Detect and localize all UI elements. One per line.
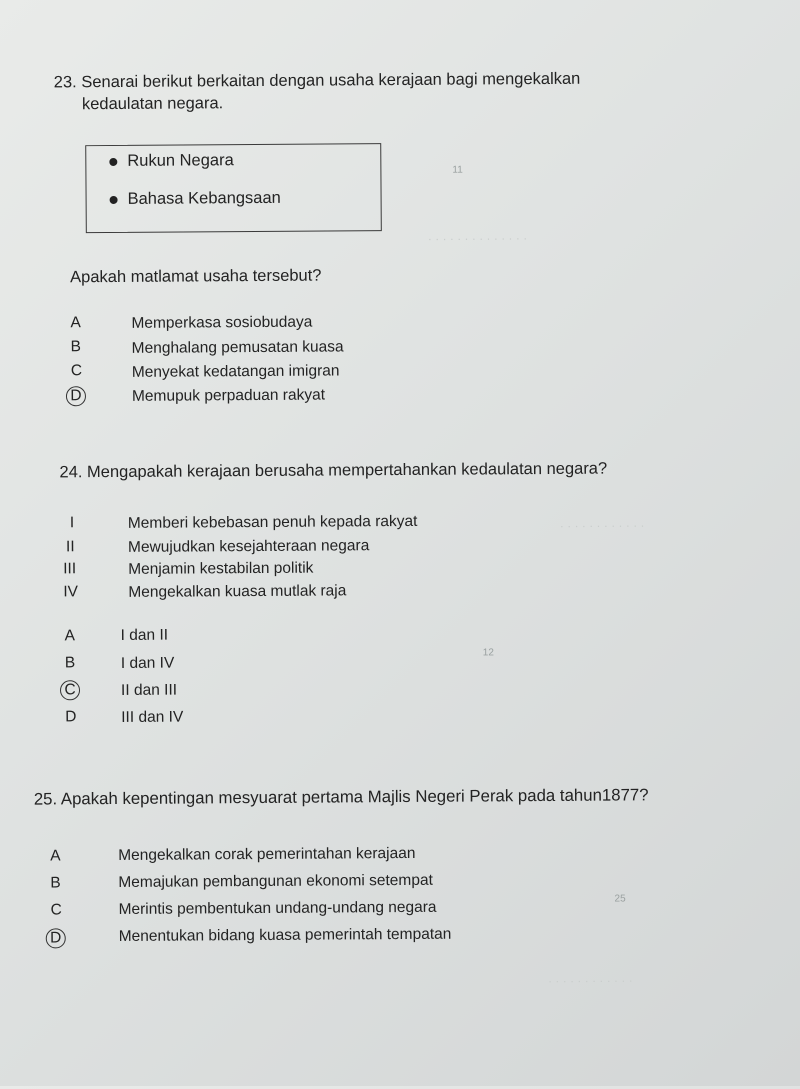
q25-option-letter[interactable]: A xyxy=(50,847,61,865)
q24-stem: 24. Mengapakah kerajaan berusaha mempertahankan kedaulatan negara? xyxy=(59,459,608,482)
q25-option-letter[interactable]: C xyxy=(50,901,62,919)
q24-option-text[interactable]: I dan II xyxy=(120,626,169,644)
q23-option-text[interactable]: Menghalang pemusatan kuasa xyxy=(131,338,344,357)
q24-option-text[interactable]: I dan IV xyxy=(120,654,175,672)
q24-statement-numeral: IV xyxy=(63,583,79,601)
bleed-through-text: · · · · · · · · · · · · xyxy=(559,518,645,533)
q25-option-text[interactable]: Menentukan bidang kuasa pemerintah tempatan xyxy=(118,925,452,945)
q23-question: Apakah matlamat usaha tersebut? xyxy=(70,266,322,287)
q24-statement-text: Memberi kebebasan penuh kepada rakyat xyxy=(127,512,418,532)
q24-statement-text: Mewujudkan kesejahteraan negara xyxy=(127,537,370,556)
q23-box-item: Bahasa Kebangsaan xyxy=(127,188,281,208)
bleed-through-text: · · · · · · · · · · · · xyxy=(548,973,633,988)
margin-mark: 12 xyxy=(482,647,494,659)
q24-option-text[interactable]: III dan IV xyxy=(121,708,184,726)
q23-option-letter[interactable]: A xyxy=(70,314,81,332)
q24-statement-numeral: III xyxy=(63,560,77,578)
bullet-icon xyxy=(110,196,118,204)
q24-option-letter[interactable]: B xyxy=(64,654,76,672)
margin-mark: 11 xyxy=(452,164,463,176)
q25-option-text[interactable]: Merintis pembentukan undang-undang negara xyxy=(118,898,437,918)
q25-stem: 25. Apakah kepentingan mesyuarat pertama Majlis Negeri Perak pada tahun1877? xyxy=(33,785,649,809)
q24-statement-text: Mengekalkan kuasa mutlak raja xyxy=(128,582,347,601)
q24-option-letter-circled[interactable]: C xyxy=(60,680,80,700)
q24-option-letter[interactable]: D xyxy=(65,708,77,726)
q23-option-text[interactable]: Memperkasa sosiobudaya xyxy=(131,313,313,332)
q25-option-text[interactable]: Mengekalkan corak pemerintahan kerajaan xyxy=(118,844,416,864)
bleed-through-text: · · · · · · · · · · · · · · xyxy=(427,231,528,246)
q25-option-letter-circled[interactable]: D xyxy=(46,928,66,948)
q24-option-letter[interactable]: A xyxy=(64,627,76,645)
q23-option-text[interactable]: Menyekat kedatangan imigran xyxy=(131,362,340,381)
q23-box-item: Rukun Negara xyxy=(127,151,234,170)
q23-stem-line1: 23. Senarai berikut berkaitan dengan usaha kerajaan bagi mengekalkan xyxy=(53,69,581,92)
q24-statement-numeral: I xyxy=(69,514,75,532)
q24-option-text[interactable]: II dan III xyxy=(120,681,178,699)
bullet-icon xyxy=(109,158,117,166)
q25-option-text[interactable]: Memajukan pembangunan ekonomi setempat xyxy=(118,871,433,891)
q23-option-letter[interactable]: B xyxy=(70,338,82,356)
q23-option-letter[interactable]: C xyxy=(70,362,83,380)
q23-stem-line2: kedaulatan negara. xyxy=(81,94,224,114)
q25-option-letter[interactable]: B xyxy=(50,874,61,892)
q23-option-letter-circled[interactable]: D xyxy=(66,386,86,406)
q23-option-text[interactable]: Memupuk perpaduan rakyat xyxy=(131,386,326,405)
q24-statement-text: Menjamin kestabilan politik xyxy=(128,559,314,578)
q24-statement-numeral: II xyxy=(65,538,75,556)
margin-mark: 25 xyxy=(614,893,626,905)
